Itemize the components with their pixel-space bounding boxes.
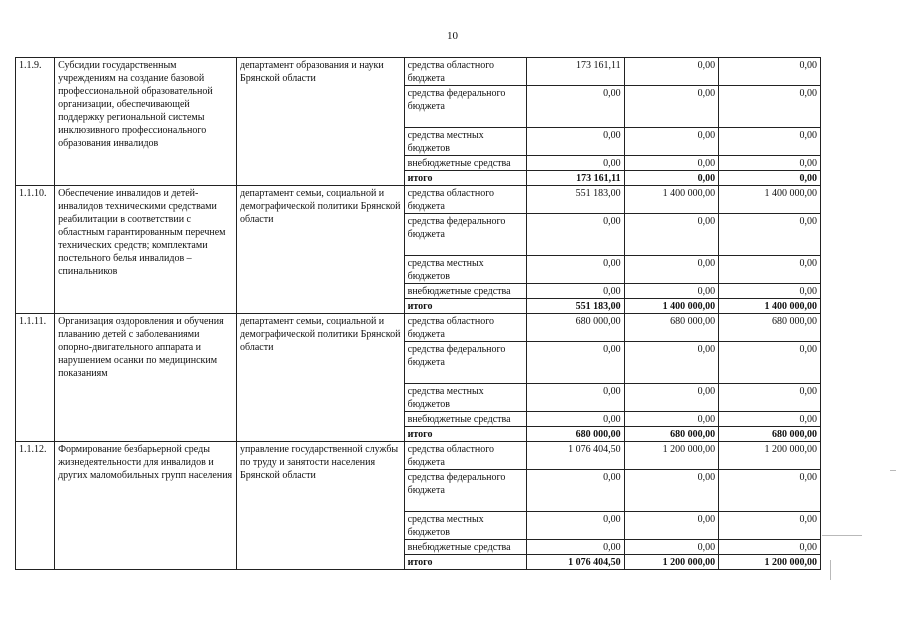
- amount-year-2: 0,00: [624, 284, 719, 299]
- amount-year-1: 680 000,00: [526, 427, 624, 442]
- funding-source-label: средства областного бюджета: [404, 314, 526, 342]
- measure-code: 1.1.9.: [16, 58, 55, 186]
- amount-year-2: 0,00: [624, 256, 719, 284]
- amount-year-3: 0,00: [719, 540, 821, 555]
- funding-source-label: внебюджетные средства: [404, 156, 526, 171]
- measure-code: 1.1.10.: [16, 186, 55, 314]
- amount-year-2: 0,00: [624, 470, 719, 512]
- amount-year-3: 0,00: [719, 156, 821, 171]
- page-number: 10: [447, 30, 458, 42]
- funding-source-label: внебюджетные средства: [404, 540, 526, 555]
- amount-year-2: 680 000,00: [624, 427, 719, 442]
- amount-year-2: 0,00: [624, 171, 719, 186]
- amount-year-1: 0,00: [526, 412, 624, 427]
- amount-year-2: 0,00: [624, 540, 719, 555]
- funding-source-label: средства местных бюджетов: [404, 128, 526, 156]
- amount-year-2: 0,00: [624, 512, 719, 540]
- scan-artifact: [890, 470, 896, 471]
- amount-year-1: 1 076 404,50: [526, 555, 624, 570]
- amount-year-3: 0,00: [719, 214, 821, 256]
- amount-year-1: 551 183,00: [526, 299, 624, 314]
- source-row: [16, 186, 821, 214]
- funding-source-label: средства областного бюджета: [404, 186, 526, 214]
- funding-source-label: средства областного бюджета: [404, 58, 526, 86]
- funding-source-label: средства федерального бюджета: [404, 470, 526, 512]
- amount-year-2: 1 400 000,00: [624, 186, 719, 214]
- funding-source-label: внебюджетные средства: [404, 284, 526, 299]
- amount-year-3: 1 400 000,00: [719, 186, 821, 214]
- amount-year-2: 1 200 000,00: [624, 555, 719, 570]
- measure-name: Обеспечение инвалидов и детей-инвалидов техническими средствами реабилитации в соответствии с областным гарантированным перечнем технических средств; комплектами постельного белья инвалидов – спинальников: [55, 186, 237, 314]
- amount-year-2: 1 400 000,00: [624, 299, 719, 314]
- amount-year-3: 1 200 000,00: [719, 442, 821, 470]
- funding-source-label: итого: [404, 427, 526, 442]
- budget-table: [15, 57, 821, 570]
- amount-year-2: 0,00: [624, 214, 719, 256]
- amount-year-2: 0,00: [624, 384, 719, 412]
- executor: управление государственной службы по труду и занятости населения Брянской области: [237, 442, 405, 570]
- amount-year-3: 1 200 000,00: [719, 555, 821, 570]
- amount-year-3: 0,00: [719, 58, 821, 86]
- amount-year-2: 0,00: [624, 342, 719, 384]
- amount-year-3: 0,00: [719, 128, 821, 156]
- amount-year-3: 1 400 000,00: [719, 299, 821, 314]
- funding-source-label: внебюджетные средства: [404, 412, 526, 427]
- amount-year-2: 0,00: [624, 156, 719, 171]
- amount-year-1: 0,00: [526, 540, 624, 555]
- amount-year-3: 0,00: [719, 284, 821, 299]
- funding-source-label: средства федерального бюджета: [404, 342, 526, 384]
- amount-year-1: 0,00: [526, 214, 624, 256]
- amount-year-2: 0,00: [624, 128, 719, 156]
- amount-year-2: 0,00: [624, 412, 719, 427]
- source-row: [16, 442, 821, 470]
- amount-year-3: 0,00: [719, 470, 821, 512]
- source-row: [16, 314, 821, 342]
- amount-year-3: 0,00: [719, 86, 821, 128]
- amount-year-1: 0,00: [526, 256, 624, 284]
- amount-year-3: 0,00: [719, 384, 821, 412]
- amount-year-1: 1 076 404,50: [526, 442, 624, 470]
- executor: департамент семьи, социальной и демографической политики Брянской области: [237, 314, 405, 442]
- amount-year-1: 0,00: [526, 512, 624, 540]
- executor: департамент семьи, социальной и демографической политики Брянской области: [237, 186, 405, 314]
- amount-year-1: 0,00: [526, 156, 624, 171]
- amount-year-3: 0,00: [719, 342, 821, 384]
- measure-code: 1.1.12.: [16, 442, 55, 570]
- amount-year-1: 680 000,00: [526, 314, 624, 342]
- funding-source-label: средства федерального бюджета: [404, 214, 526, 256]
- measure-name: Формирование безбарьерной среды жизнедеятельности для инвалидов и других маломобильных групп населения: [55, 442, 237, 570]
- funding-source-label: итого: [404, 555, 526, 570]
- amount-year-3: 680 000,00: [719, 427, 821, 442]
- amount-year-2: 0,00: [624, 86, 719, 128]
- executor: департамент образования и науки Брянской области: [237, 58, 405, 186]
- source-row: [16, 58, 821, 86]
- amount-year-3: 0,00: [719, 412, 821, 427]
- amount-year-1: 0,00: [526, 284, 624, 299]
- amount-year-3: 0,00: [719, 171, 821, 186]
- amount-year-1: 0,00: [526, 342, 624, 384]
- amount-year-1: 173 161,11: [526, 171, 624, 186]
- amount-year-1: 173 161,11: [526, 58, 624, 86]
- funding-source-label: итого: [404, 171, 526, 186]
- amount-year-1: 0,00: [526, 86, 624, 128]
- amount-year-1: 551 183,00: [526, 186, 624, 214]
- funding-source-label: средства федерального бюджета: [404, 86, 526, 128]
- amount-year-2: 1 200 000,00: [624, 442, 719, 470]
- amount-year-1: 0,00: [526, 384, 624, 412]
- amount-year-3: 680 000,00: [719, 314, 821, 342]
- amount-year-2: 0,00: [624, 58, 719, 86]
- funding-source-label: средства областного бюджета: [404, 442, 526, 470]
- funding-source-label: средства местных бюджетов: [404, 384, 526, 412]
- scan-artifact: [822, 535, 862, 536]
- funding-source-label: средства местных бюджетов: [404, 256, 526, 284]
- measure-name: Организация оздоровления и обучения плаванию детей с заболеваниями опорно-двигательного аппарата и нарушением осанки по медицинским показаниям: [55, 314, 237, 442]
- funding-source-label: средства местных бюджетов: [404, 512, 526, 540]
- amount-year-2: 680 000,00: [624, 314, 719, 342]
- amount-year-3: 0,00: [719, 256, 821, 284]
- measure-name: Субсидии государственным учреждениям на создание базовой профессиональной образовательной организации, обеспечивающей поддержку региональной системы инклюзивного профессионального образования инвалидов: [55, 58, 237, 186]
- amount-year-1: 0,00: [526, 128, 624, 156]
- amount-year-3: 0,00: [719, 512, 821, 540]
- scan-artifact: [830, 560, 831, 580]
- funding-source-label: итого: [404, 299, 526, 314]
- amount-year-1: 0,00: [526, 470, 624, 512]
- measure-code: 1.1.11.: [16, 314, 55, 442]
